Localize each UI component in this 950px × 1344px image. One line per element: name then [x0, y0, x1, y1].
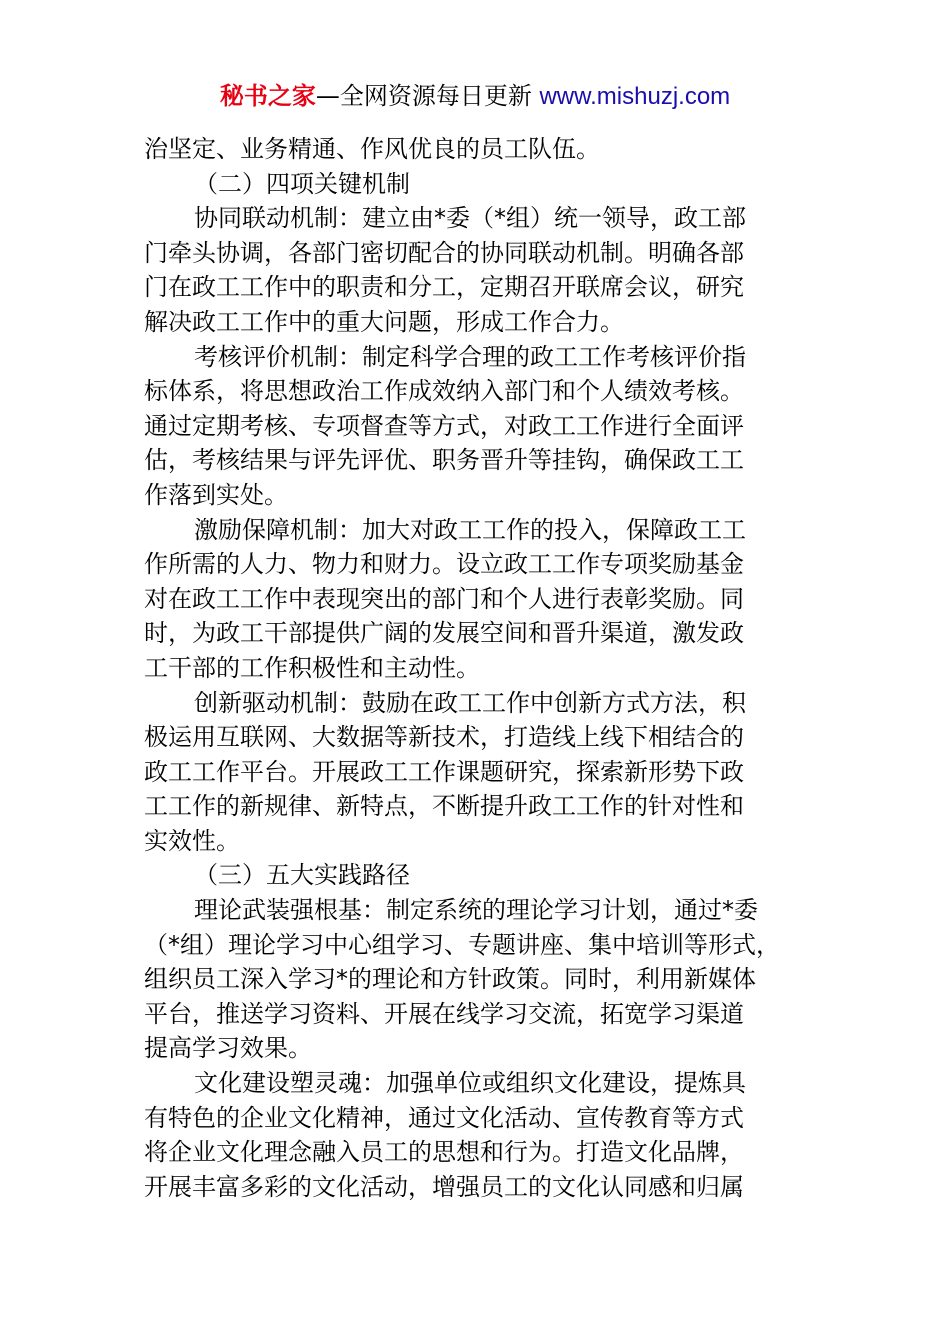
paragraph-start: 理论武装强根基：制定系统的理论学习计划，通过*委	[194, 896, 758, 925]
text-line: 政工工作平台。开展政工工作课题研究，探索新形势下政	[144, 757, 744, 786]
brand-name: 秘书之家	[219, 82, 316, 110]
text-line: 时，为政工干部提供广阔的发展空间和晋升渠道，激发政	[144, 619, 744, 648]
site-url-link[interactable]: www.mishuzj.com	[539, 83, 731, 110]
text-line: 工工作的新规律、新特点，不断提升政工工作的针对性和	[144, 792, 744, 821]
text-line: 通过定期考核、专项督查等方式，对政工工作进行全面评	[144, 411, 744, 440]
text-line: （*组）理论学习中心组学习、专题讲座、集中培训等形式，	[144, 930, 780, 959]
text-line: 提高学习效果。	[144, 1034, 312, 1063]
text-line: 估，考核结果与评先评优、职务晋升等挂钩，确保政工工	[144, 446, 744, 475]
text-line: 工干部的工作积极性和主动性。	[144, 653, 480, 682]
text-line: 门在政工工作中的职责和分工，定期召开联席会议，研究	[144, 273, 744, 302]
document-body	[144, 132, 808, 1204]
text-line: 门牵头协调，各部门密切配合的协同联动机制。明确各部	[144, 238, 744, 267]
header-tagline: —全网资源每日更新	[315, 82, 540, 110]
text-line: 作落到实处。	[144, 480, 288, 509]
paragraph-start: 协同联动机制：建立由*委（*组）统一领导，政工部	[194, 204, 746, 233]
text-line: 治坚定、业务精通、作风优良的员工队伍。	[144, 135, 600, 163]
section-heading: （三）五大实践路径	[194, 861, 410, 890]
paragraph-start: 考核评价机制：制定科学合理的政工工作考核评价指	[194, 342, 746, 371]
text-line: 开展丰富多彩的文化活动，增强员工的文化认同感和归属	[144, 1172, 744, 1201]
text-line: 实效性。	[144, 826, 240, 855]
text-line: 对在政工工作中表现突出的部门和个人进行表彰奖励。同	[144, 584, 744, 613]
text-line: 极运用互联网、大数据等新技术，打造线上线下相结合的	[144, 723, 744, 752]
text-line: 将企业文化理念融入员工的思想和行为。打造文化品牌，	[144, 1138, 744, 1167]
paragraph-start: 激励保障机制：加大对政工工作的投入，保障政工工	[194, 515, 746, 544]
text-line: 有特色的企业文化精神，通过文化活动、宣传教育等方式	[144, 1103, 744, 1132]
text-line: 标体系，将思想政治工作成效纳入部门和个人绩效考核。	[144, 377, 744, 406]
paragraph-start: 创新驱动机制：鼓励在政工工作中创新方式方法，积	[194, 688, 746, 717]
text-line: 平台，推送学习资料、开展在线学习交流，拓宽学习渠道	[144, 999, 744, 1028]
text-line: 作所需的人力、物力和财力。设立政工工作专项奖励基金	[144, 550, 744, 579]
section-heading: （二）四项关键机制	[194, 169, 410, 198]
text-line: 组织员工深入学习*的理论和方针政策。同时，利用新媒体	[144, 965, 756, 994]
site-header	[0, 80, 950, 113]
text-line: 解决政工工作中的重大问题，形成工作合力。	[144, 307, 624, 336]
paragraph-start: 文化建设塑灵魂：加强单位或组织文化建设，提炼具	[194, 1069, 746, 1098]
